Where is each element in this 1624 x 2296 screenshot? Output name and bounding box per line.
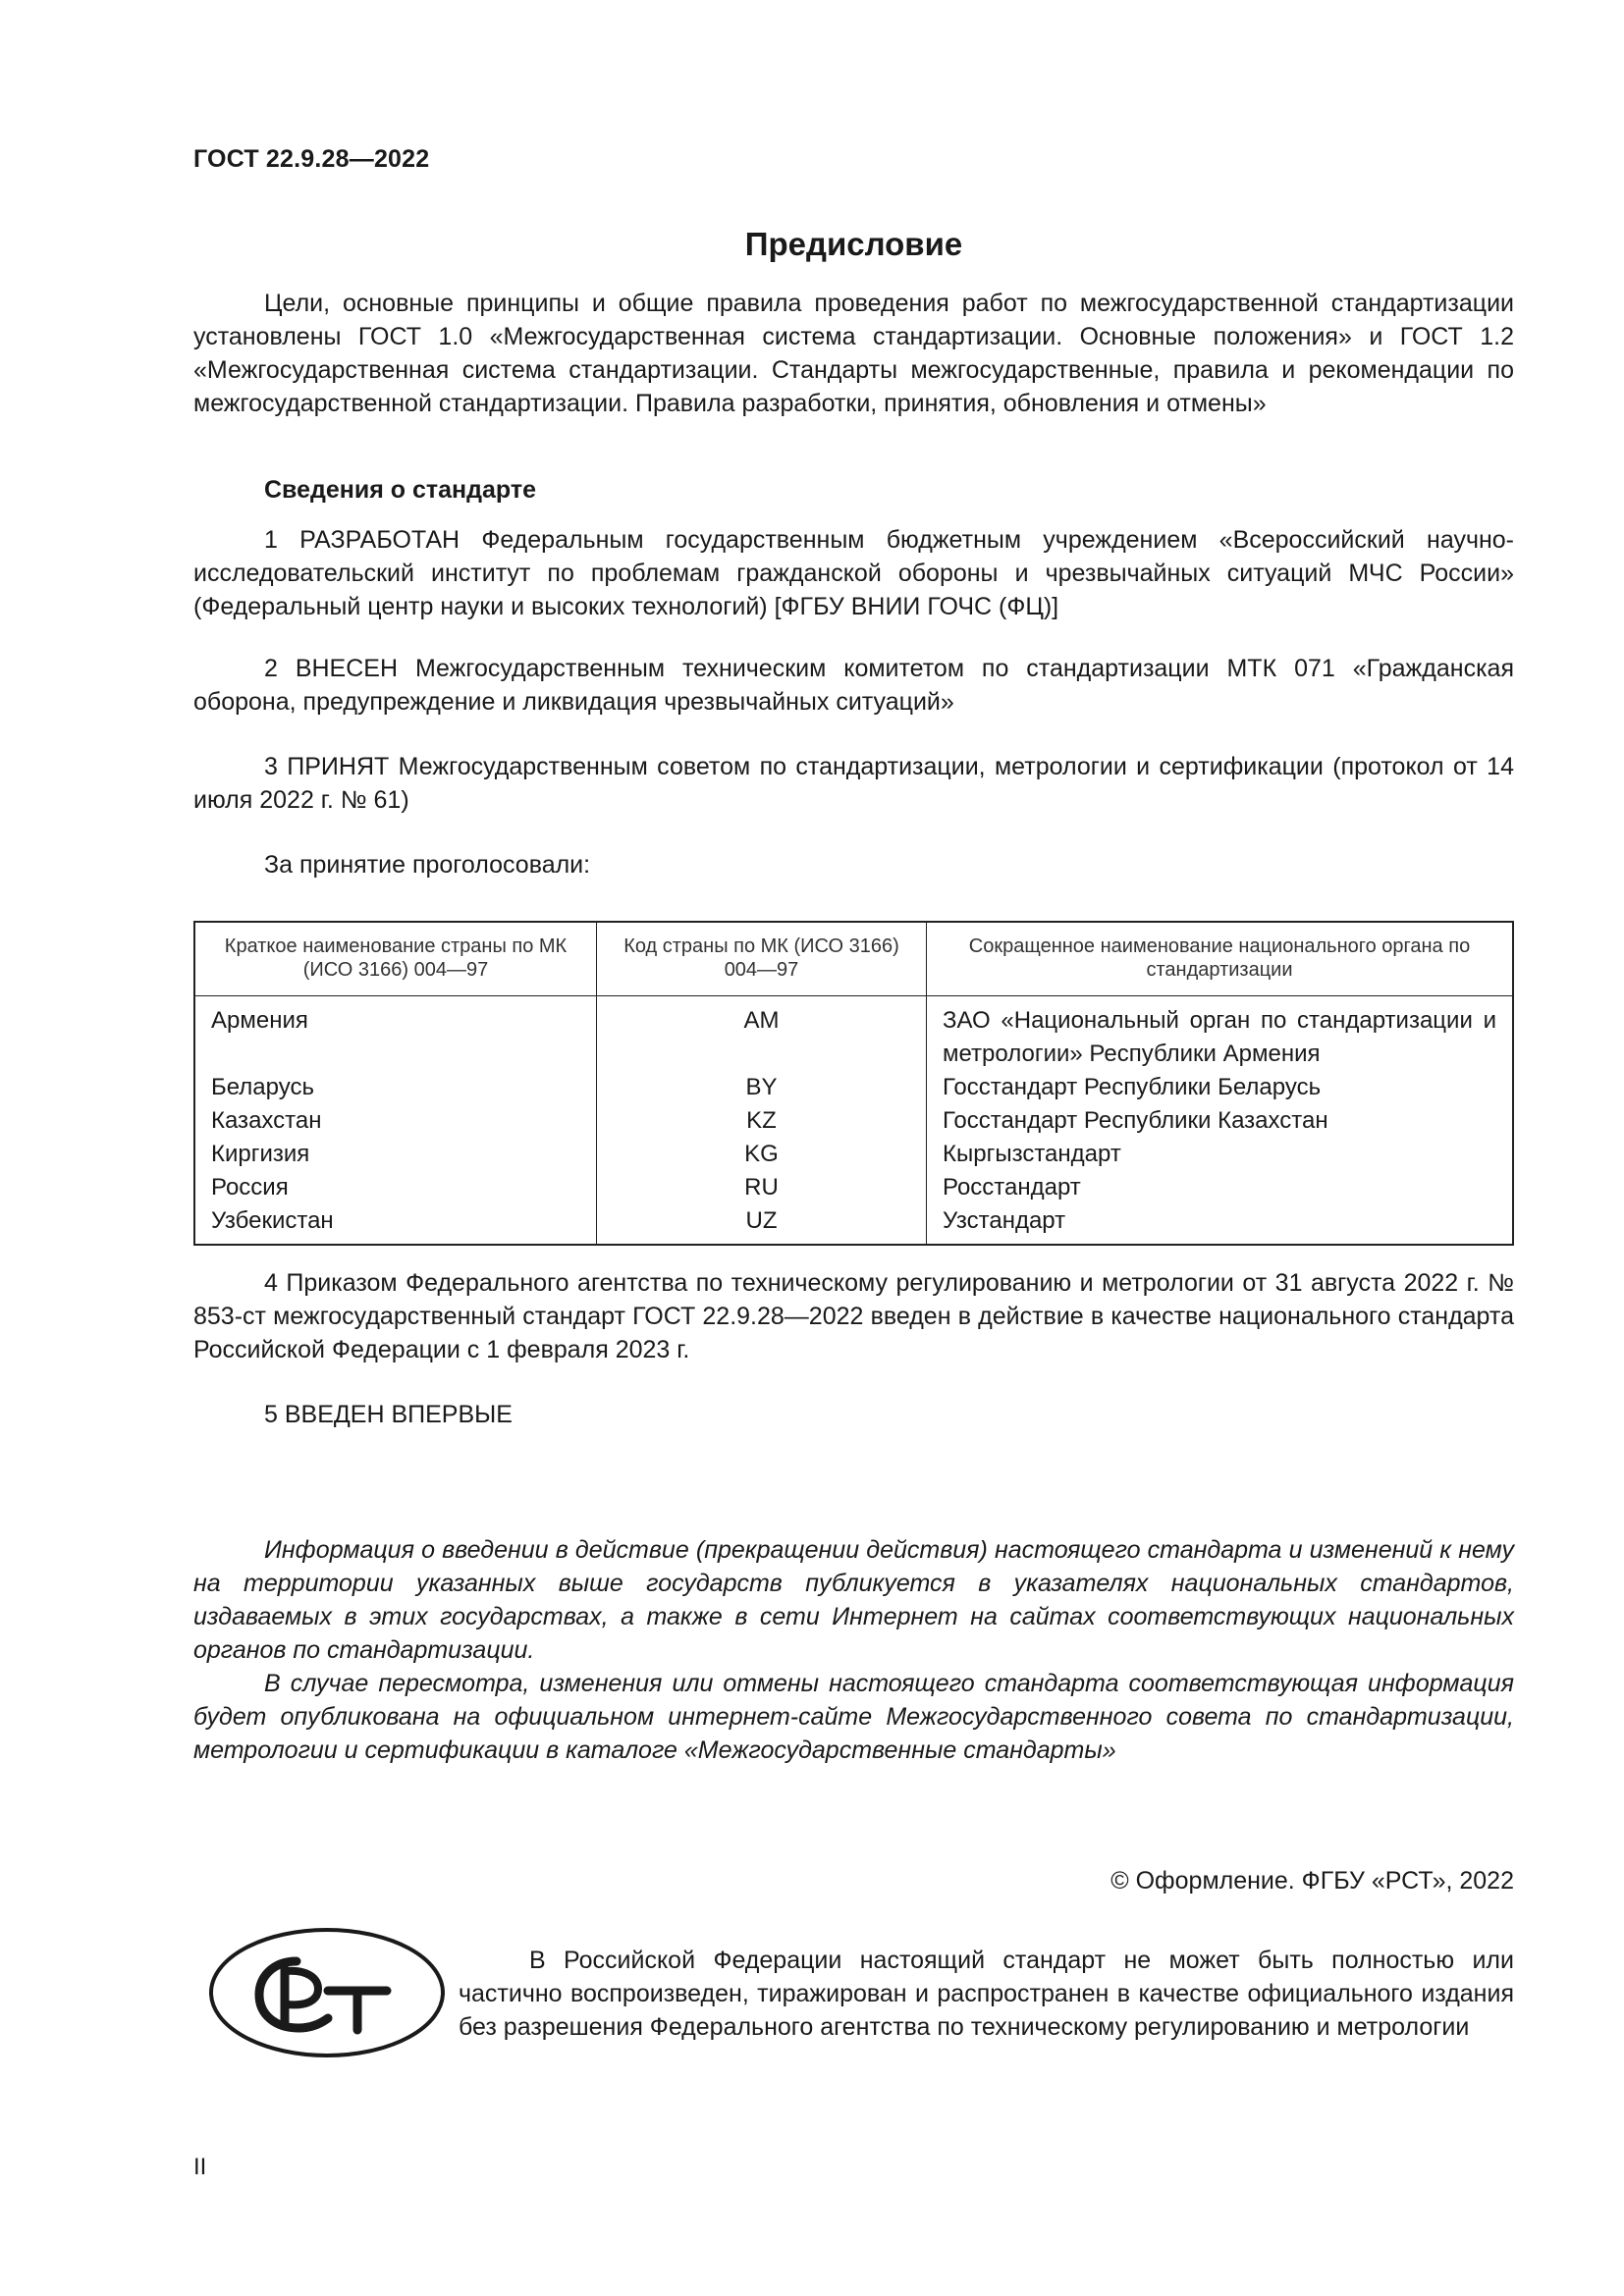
code-cell: AM (597, 996, 927, 1072)
intro-paragraph: Цели, основные принципы и общие правила проведения работ по межгосударственной стандартизации установлены ГОСТ 1.0 «Межгосударственная система стандартизации. Основные положения» и ГОСТ 1.2 «Межгосударственная система стандартизации. Стандарты межгосударственные, правила и рекомендации по межгосударственной стандартизации. Правила разработки, принятия, обновления и отмены» (193, 290, 1514, 417)
country-cell: Беларусь (194, 1071, 597, 1104)
table-row (194, 1071, 1513, 1104)
document-code: ГОСТ 22.9.28—2022 (193, 145, 430, 173)
page-title: Предисловие (744, 226, 963, 262)
header-org: Сокращенное наименование национального органа по стандартизации (927, 922, 1514, 996)
org-cell: ЗАО «Национальный орган по стандартизации и метрологии» Республики Армения (927, 996, 1514, 1072)
rst-logo-icon (208, 1926, 446, 2059)
info-note: В случае пересмотра, изменения или отмены настоящего стандарта соответствующая информация будет опубликована на официальном интернет-сайте Межгосударственного совета по стандартизации, метрологии и сертификации в каталоге «Межгосударственные стандарты» (193, 1670, 1514, 1764)
table-header-row (194, 922, 1513, 996)
item-first-time: 5 ВВЕДЕН ВПЕРВЫЕ (264, 1401, 513, 1428)
country-cell: Киргизия (194, 1138, 597, 1171)
code-cell: RU (597, 1171, 927, 1204)
item-introduced: 2 ВНЕСЕН Межгосударственным техническим комитетом по стандартизации МТК 071 «Гражданская оборона, предупреждение и ликвидация чрезвычайных ситуаций» (193, 655, 1514, 716)
voted-label: За принятие проголосовали: (264, 851, 591, 879)
code-cell: BY (597, 1071, 927, 1104)
header-code: Код страны по МК (ИСО 3166) 004—97 (597, 922, 927, 996)
code-cell: UZ (597, 1204, 927, 1245)
table-row (194, 1104, 1513, 1138)
item-developed: 1 РАЗРАБОТАН Федеральным государственным бюджетным учреждением «Всероссийский научно-исследовательский институт по проблемам гражданской обороны и чрезвычайных ситуаций МЧС России» (Федеральный центр науки и высоких технологий) [ФГБУ ВНИИ ГОЧС (ФЦ)] (193, 526, 1514, 620)
country-cell: Казахстан (194, 1104, 597, 1138)
page-number: II (193, 2154, 207, 2180)
table-row (194, 1171, 1513, 1204)
org-cell: Госстандарт Республики Беларусь (927, 1071, 1514, 1104)
table-row (194, 1138, 1513, 1171)
copyright-notice: В Российской Федерации настоящий стандарт не может быть полностью или частично воспроизведен, тиражирован и распространен в качестве официального издания без разрешения Федерального агентства по техническому регулированию и метрологии (459, 1947, 1514, 2041)
table-row (194, 996, 1513, 1072)
item-adopted: 3 ПРИНЯТ Межгосударственным советом по стандартизации, метрологии и сертификации (протокол от 14 июля 2022 г. № 61) (193, 753, 1514, 814)
org-cell: Госстандарт Республики Казахстан (927, 1104, 1514, 1138)
org-cell: Росстандарт (927, 1171, 1514, 1204)
code-cell: KG (597, 1138, 927, 1171)
table-row (194, 1204, 1513, 1245)
countries-table (193, 921, 1514, 1246)
country-cell: Узбекистан (194, 1204, 597, 1245)
code-cell: KZ (597, 1104, 927, 1138)
info-note: Информация о введении в действие (прекращении действия) настоящего стандарта и изменений к нему на территории указанных выше государств публикуется в указателях национальных стандартов, издаваемых в этих государствах, а также в сети Интернет на сайтах соответствующих национальных органов по стандартизации. (193, 1536, 1514, 1664)
org-cell: Кыргызстандарт (927, 1138, 1514, 1171)
header-country: Краткое наименование страны по МК (ИСО 3166) 004—97 (194, 922, 597, 996)
org-cell: Узстандарт (927, 1204, 1514, 1245)
country-cell: Россия (194, 1171, 597, 1204)
section-heading: Сведения о стандарте (264, 476, 537, 504)
country-cell: Армения (194, 996, 597, 1072)
item-order: 4 Приказом Федерального агентства по техническому регулированию и метрологии от 31 августа 2022 г. № 853-ст межгосударственный стандарт ГОСТ 22.9.28—2022 введен в действие в качестве национального стандарта Российской Федерации с 1 февраля 2023 г. (193, 1269, 1514, 1363)
copyright: © Оформление. ФГБУ «РСТ», 2022 (1110, 1867, 1514, 1895)
